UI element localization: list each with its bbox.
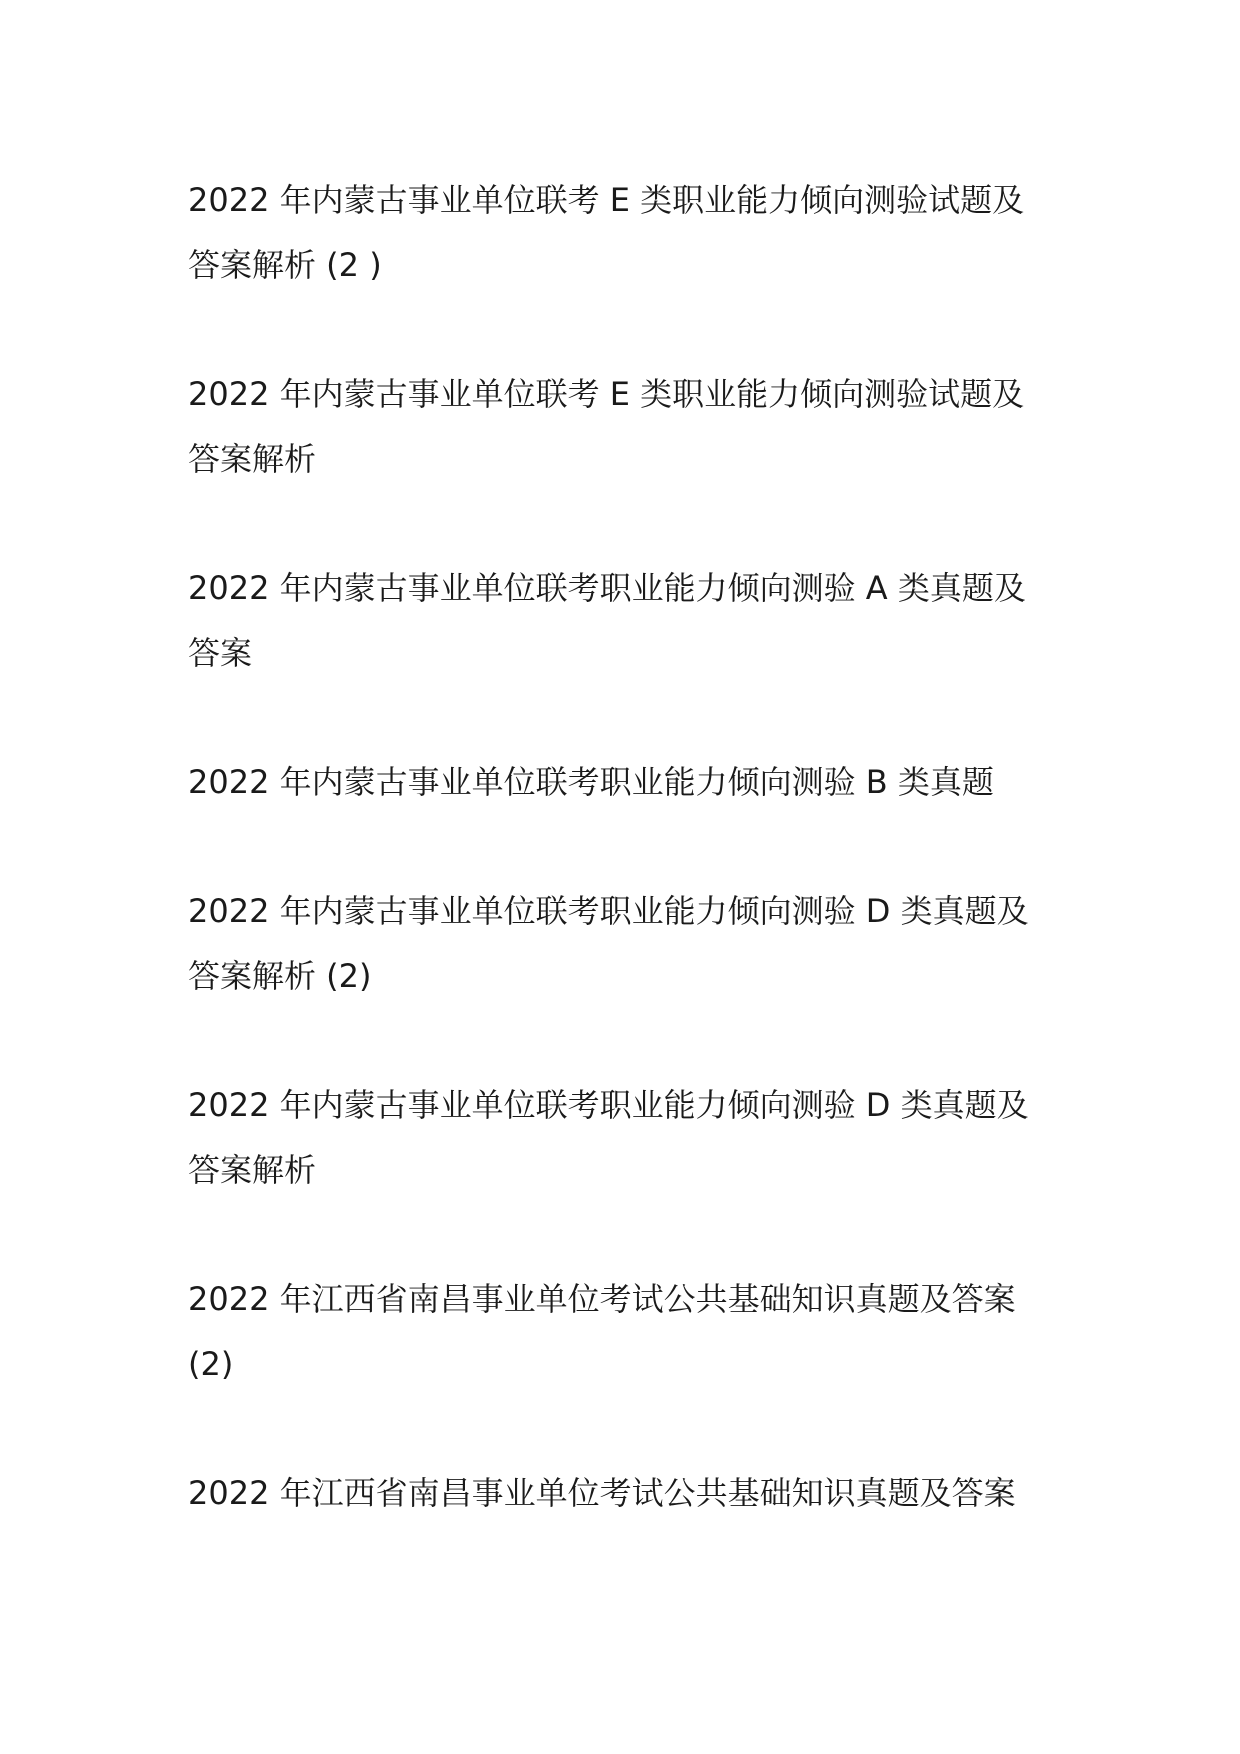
document-title-line: 答案	[188, 634, 253, 672]
document-title-item	[188, 879, 1068, 1009]
document-title-line: 2022 年江西省南昌事业单位考试公共基础知识真题及答案	[188, 1280, 1016, 1318]
document-title-list	[188, 168, 1068, 1590]
document-title-item	[188, 750, 1068, 815]
document-title-line: 答案解析 (2)	[188, 957, 372, 995]
document-title-line: 答案解析	[188, 1151, 317, 1189]
document-title-line: 2022 年内蒙古事业单位联考职业能力倾向测验 B 类真题	[188, 763, 994, 801]
document-title-line: (2)	[188, 1345, 234, 1383]
document-title-line: 2022 年内蒙古事业单位联考职业能力倾向测验 A 类真题及	[188, 569, 1026, 607]
document-title-line: 2022 年江西省南昌事业单位考试公共基础知识真题及答案	[188, 1474, 1016, 1512]
document-title-line: 答案解析 (2 )	[188, 246, 382, 284]
document-title-item	[188, 362, 1068, 492]
document-title-item	[188, 1073, 1068, 1203]
document-title-item	[188, 168, 1068, 298]
document-title-line: 答案解析	[188, 440, 317, 478]
document-title-line: 2022 年内蒙古事业单位联考 E 类职业能力倾向测验试题及	[188, 375, 1025, 413]
document-title-item	[188, 1267, 1068, 1397]
document-title-line: 2022 年内蒙古事业单位联考 E 类职业能力倾向测验试题及	[188, 181, 1025, 219]
document-title-line: 2022 年内蒙古事业单位联考职业能力倾向测验 D 类真题及	[188, 1086, 1029, 1124]
document-title-item	[188, 1461, 1068, 1526]
document-title-item	[188, 556, 1068, 686]
document-title-line: 2022 年内蒙古事业单位联考职业能力倾向测验 D 类真题及	[188, 892, 1029, 930]
